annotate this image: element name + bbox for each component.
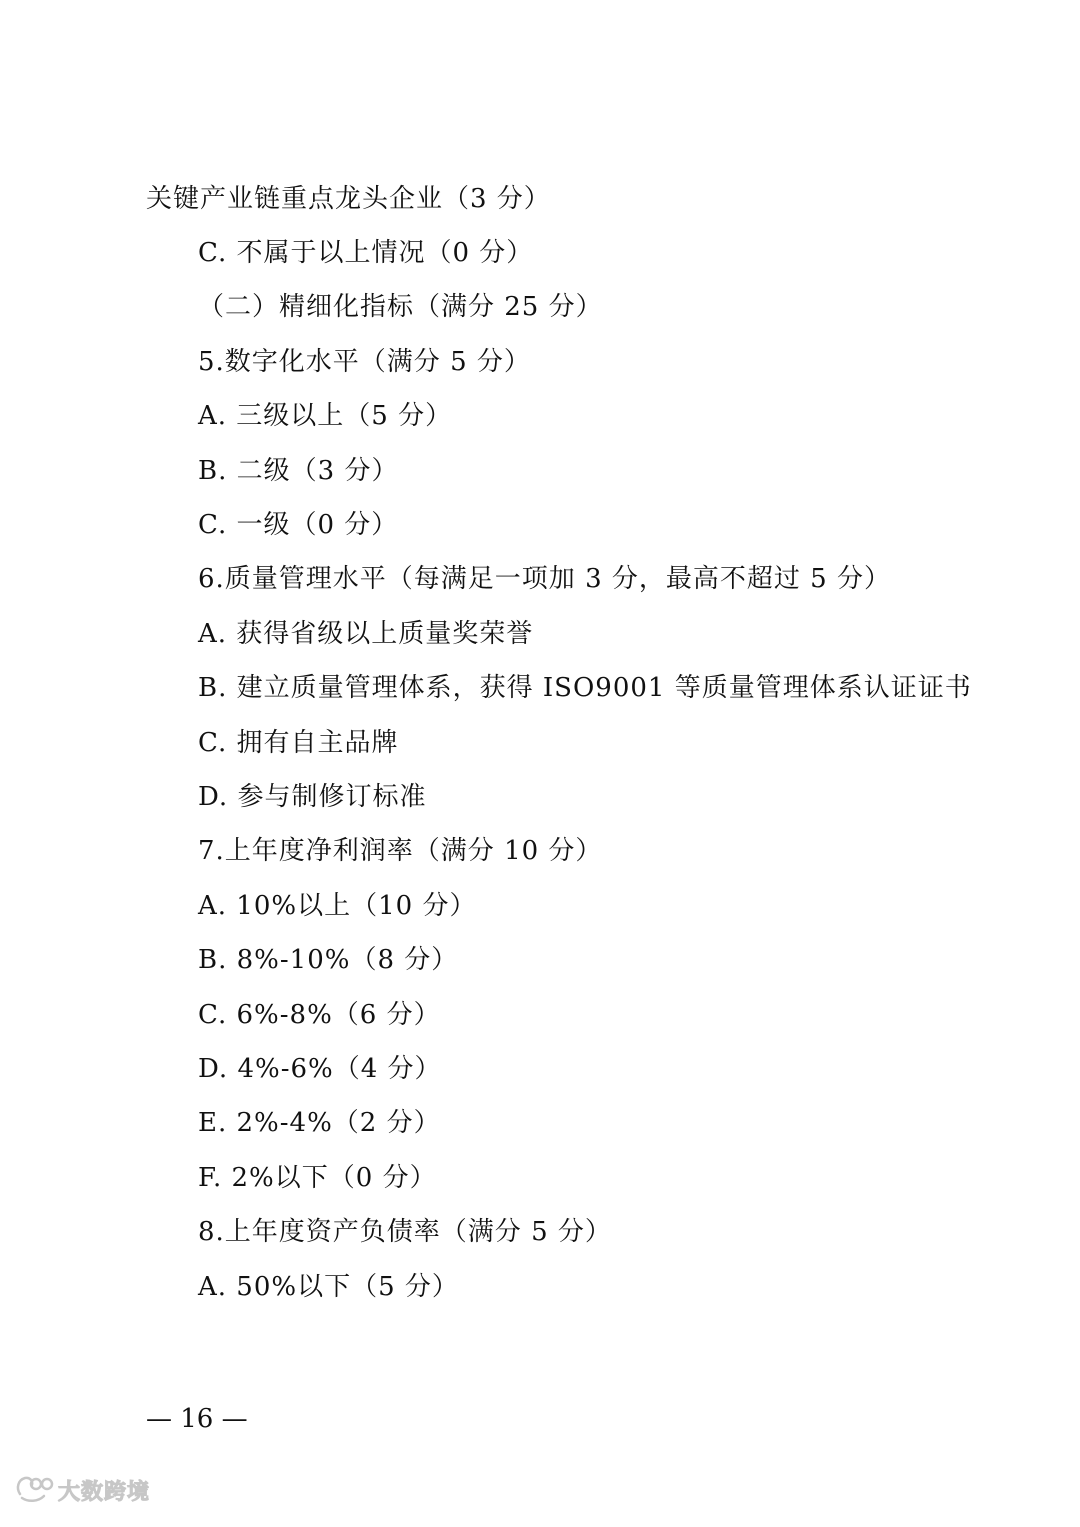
text-line-continuation: 关键产业链重点龙头企业（3 分） (146, 184, 551, 214)
option-b-quality-system: B. 建立质量管理体系，获得 ISO9001 等质量管理体系认证证书 (198, 673, 972, 703)
option-a-quality-award: A. 获得省级以上质量奖荣誉 (198, 619, 534, 649)
option-b-level-two: B. 二级（3 分） (198, 456, 399, 486)
option-d-standards: D. 参与制修订标准 (198, 782, 427, 812)
brand-logo-icon (14, 1472, 54, 1508)
option-c-not-applicable: C. 不属于以上情况（0 分） (198, 238, 534, 268)
option-c-own-brand: C. 拥有自主品牌 (198, 728, 399, 758)
item-heading-digitalization: 5.数字化水平（满分 5 分） (198, 347, 531, 377)
item-heading-debt-ratio: 8.上年度资产负债率（满分 5 分） (198, 1217, 612, 1247)
option-c-level-one: C. 一级（0 分） (198, 510, 399, 540)
section-heading-refinement: （二）精细化指标（满分 25 分） (198, 292, 603, 322)
item-heading-net-profit: 7.上年度净利润率（满分 10 分） (198, 836, 603, 866)
watermark-text: 大数跨境 (58, 1479, 151, 1505)
page-number: — 16 — (146, 1404, 248, 1434)
option-b-profit: B. 8%-10%（8 分） (198, 945, 459, 975)
option-e-profit: E. 2%-4%（2 分） (198, 1108, 441, 1138)
option-a-debt: A. 50%以下（5 分） (198, 1272, 459, 1302)
option-a-level-three: A. 三级以上（5 分） (198, 401, 453, 431)
item-heading-quality: 6.质量管理水平（每满足一项加 3 分，最高不超过 5 分） (198, 564, 891, 594)
watermark (14, 1470, 150, 1510)
option-d-profit: D. 4%-6%（4 分） (198, 1054, 442, 1084)
option-f-profit: F. 2%以下（0 分） (198, 1163, 437, 1193)
option-c-profit: C. 6%-8%（6 分） (198, 1000, 441, 1030)
option-a-profit: A. 10%以上（10 分） (198, 891, 477, 921)
